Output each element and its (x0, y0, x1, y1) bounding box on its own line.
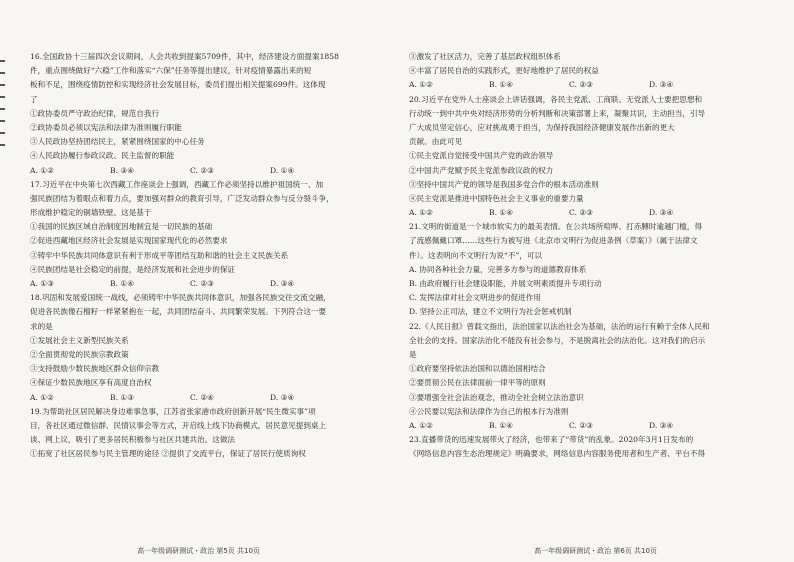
choice-statement: ②要贯彻公民在法律面前一律平等的原则 (409, 378, 546, 388)
choice-statement: ②促进西藏地区经济社会发展是实现国家现代化的必然要求 (30, 236, 228, 246)
text-line: 件，重点围绕做好“六稳”工作和落实“六保”任务等提出建议，针对疫情暴露出来的短 (30, 66, 312, 76)
question-19 (30, 405, 380, 462)
text-line: 21.文明的街道是一个城市软实力的最美表情。在公共场所喧哗、打赤膊时逾越门槛，得 (409, 222, 703, 232)
option-d: D. ③④ (649, 208, 674, 218)
text-line: 了流感佩戴口罩……这些行为被写进《北京市文明行为促进条例（草案）》（属于法律文 (409, 236, 698, 246)
answer-option-a: A. 协同各种社会力量，完善多方参与的道德教育体系 (409, 264, 587, 274)
choice-statement: ②全面贯彻党的民族宗教政策 (30, 349, 129, 359)
text-line: 行动统一到中共中央对经济形势的分析判断和决策部署上来，凝聚共识，主动担当，引导 (409, 108, 706, 118)
option-b: B. ①③ (110, 392, 135, 402)
option-d: D. ①④ (270, 165, 295, 175)
text-line: 22.《人民日报》曾载文指出，法治国家以法治社会为基础，法治的运行有赖于全体人民和 (409, 321, 710, 331)
answer-options (409, 419, 771, 433)
text-line: 《网络信息内容生态治理规定》明确要求，网络信息内容服务使用者和生产者、平台不得 (409, 449, 706, 459)
option-a: A. ①② (30, 165, 54, 175)
text-line: 形成维护稳定的铜墙铁壁。这是基于 (30, 208, 152, 218)
option-b: B. ①④ (489, 80, 514, 90)
text-line: 广大成员坚定信心，应对挑战勇于担当，为保持我国经济健康发展作出新的更大 (409, 122, 675, 132)
text-line: 件）。这表明向不文明行为说“不”，可以 (409, 250, 543, 260)
text-line: 16.全国政协十三届四次会议期间，人会共收到提案5709件，其中，经济建设方面提案1858 (30, 52, 339, 61)
choice-statement: ④民主党派是推进中国特色社会主义事业的重要力量 (409, 193, 584, 203)
option-a: A. ①③ (30, 279, 54, 288)
answer-option-b: B. 由政府履行社会建设职能，并展文明素质提升专项行动 (409, 279, 602, 288)
text-line: 是 (409, 349, 417, 359)
text-line: 板和不足，围绕疫情防控和实现经济社会发展目标，委员们提出相关提案699件。这体现 (30, 80, 326, 90)
choice-statement: ④保证少数民族地区享有高度自治权 (30, 378, 152, 388)
option-c: C. ②③ (190, 165, 214, 175)
answer-options (30, 164, 380, 178)
answer-options (30, 391, 380, 405)
binding-margin-marks (0, 60, 6, 200)
option-c: C. ②③ (569, 80, 593, 90)
option-a: A. ①② (409, 420, 433, 430)
choice-statement: ③支持鼓励少数民族地区群众信仰宗教 (30, 364, 160, 374)
choice-statement: ④民族团结是社会稳定的前提，是经济发展和社会进步的保证 (30, 264, 236, 274)
choice-statement: ③要增强全社会法治观念，推动全社会树立法治意识 (409, 392, 584, 402)
choice-statement: ③激发了社区活力，完善了基层政权组织体系 (409, 52, 561, 61)
option-d: D. ③④ (270, 279, 295, 288)
option-a: A. ①② (409, 208, 433, 218)
left-page-content (30, 50, 380, 461)
choice-statement: ③坚持中国共产党的领导是我国多党合作的根本活动准则 (409, 179, 599, 189)
choice-statement: ②政协委员必须以宪法和法律为准则履行职能 (30, 122, 182, 132)
text-line: 目，各社区通过微信群、民情议事会等方式，开启线上线下协商模式，居民意见提到桌上 (30, 420, 327, 430)
page-footer: 高一年级调研测试・政治 第6页 共10页 (534, 547, 657, 555)
option-a: A. ①② (30, 392, 54, 402)
choice-statement: ④丰富了居民自治的实践形式，更好地维护了居民的权益 (409, 66, 599, 76)
question-20 (409, 93, 771, 221)
choice-statement: ④公民要以宪法和法律作为自己的根本行为准则 (409, 406, 569, 416)
question-23 (409, 433, 771, 461)
option-c: C. ②③ (569, 208, 593, 218)
choice-statement: ①发展社会主义新型民族关系 (30, 335, 129, 345)
page-footer: 高一年级调研测试・政治 第5页 共10页 (137, 547, 260, 555)
choice-statement: ④人民政协履行参政议政、民主监督的职能 (30, 151, 175, 161)
text-line: 17.习近平在中央第七次西藏工作座谈会上强调，西藏工作必须坚持以维护祖国统一、加 (30, 179, 324, 189)
option-c: C. ②③ (569, 420, 593, 430)
choice-statement: ①民主党派自觉接受中国共产党的政治领导 (409, 151, 554, 161)
option-d: D. ③④ (649, 420, 674, 430)
text-line: 20.习近平在党外人士座谈会上讲话强调，各民主党派、工商联、无党派人士要把思想和 (409, 94, 703, 104)
text-line: 谈、网上议，吸引了更多居民积极参与社区共建共治。这做法 (30, 435, 236, 445)
right-page-content (409, 50, 771, 461)
question-22 (409, 320, 771, 434)
answer-options (409, 78, 771, 92)
option-d: D. ③④ (270, 392, 295, 402)
text-line: 19.为帮助社区居民解决身边难事急事，江苏省张家港市政府创新开展“民生微实事”项 (30, 406, 316, 416)
choice-statement: ②中国共产党赋予民主党派参政议政的权力 (409, 165, 554, 175)
option-c: C. ②④ (190, 392, 214, 402)
choice-statement: ③人民政协坚持团结民主，紧紧围绕国家的中心任务 (30, 137, 205, 147)
text-line: 强民族团结为着眼点和着力点，要加强对群众的教育引导，广泛发动群众参与反分裂斗争， (30, 193, 334, 203)
text-line: 18.巩固和发展爱国统一战线，必须铸牢中华民族共同体意识，加强各民族交往交流交融， (30, 293, 331, 303)
question-17 (30, 178, 380, 292)
text-line: 促进各民族像石榴籽一样紧紧抱在一起，共同团结奋斗、共同繁荣发展。下列符合这一要 (30, 307, 327, 317)
right-exam-page (397, 0, 794, 562)
option-c: C. ②③ (190, 279, 214, 288)
text-line: 贡献。由此可见 (409, 137, 463, 147)
choice-statement: ①我国的民族区域自治制度因地制宜是一切民族的基础 (30, 222, 213, 232)
option-b: B. ③④ (110, 165, 135, 175)
answer-options (30, 277, 380, 291)
text-line: 求的是 (30, 321, 53, 331)
question-18 (30, 291, 380, 405)
answer-option-d: D. 坚持公正司法，建立不文明行为社会惩戒机制 (409, 307, 572, 317)
question-16 (30, 50, 380, 178)
option-d: D. ③④ (649, 80, 674, 90)
text-line: 了 (30, 94, 38, 104)
option-b: B. ①④ (489, 208, 514, 218)
choice-statement: ①政协委员严守政治纪律，规范自我行 (30, 108, 160, 118)
choice-statement: ①拓宽了社区居民参与民主管理的途径 ②提供了交流平台，保证了居民行使质询权 (30, 449, 306, 459)
text-line: 全社会的支持。国家法治化不能没有社会参与，不是脱离社会的法治化。这对我们的启示 (409, 335, 706, 345)
answer-options (409, 206, 771, 220)
option-b: B. ①④ (110, 279, 135, 288)
option-a: A. ①② (409, 80, 433, 90)
answer-option-c: C. 发挥法律对社会文明进步的促进作用 (409, 293, 541, 303)
option-b: B. ①④ (489, 420, 514, 430)
question-19-continued (409, 50, 771, 93)
choice-statement: ①政府要坚持依法治国和以德治国相结合 (409, 364, 546, 374)
text-line: 23.直播带货的迅速发展带火了经济，也带来了“带货”的乱象。2020年3月1日发布的 (409, 435, 694, 445)
question-21 (409, 220, 771, 319)
choice-statement: ③铸牢中华民族共同体意识有利于形成平等团结互助和谐的社会主义民族关系 (30, 250, 289, 260)
